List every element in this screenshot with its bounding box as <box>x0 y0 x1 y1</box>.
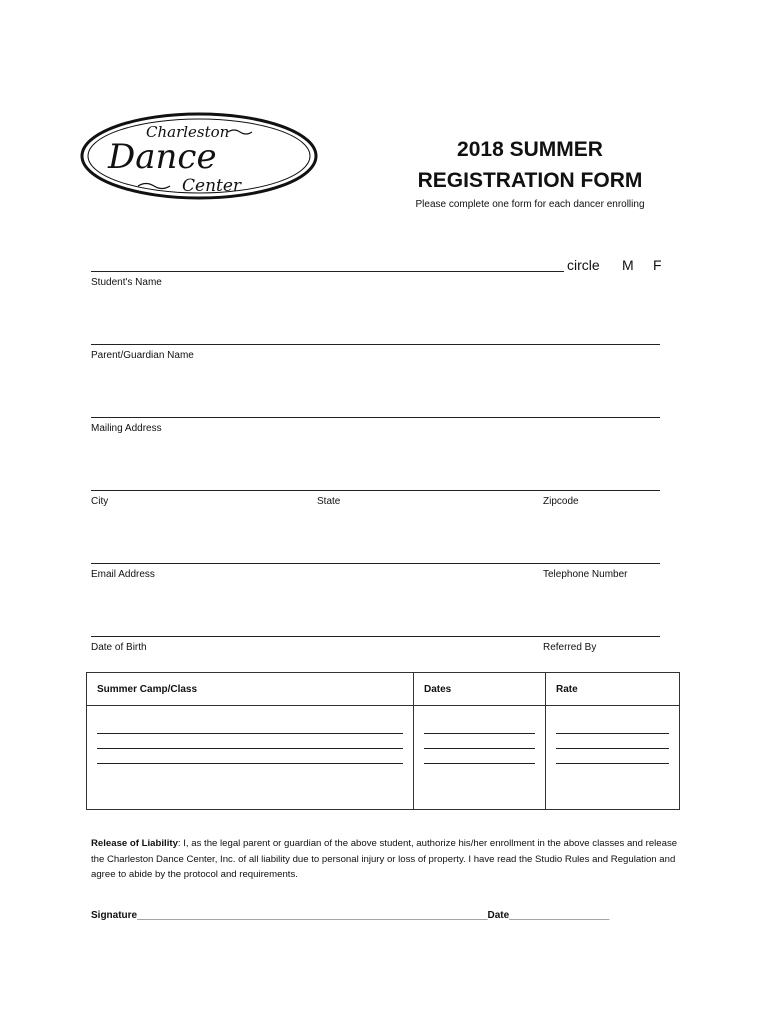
rate-cell[interactable] <box>546 706 680 810</box>
date-label: Date <box>487 910 510 921</box>
rate-blank[interactable] <box>556 748 669 749</box>
state-label: State <box>317 496 341 507</box>
form-title-line2: REGISTRATION FORM <box>417 169 643 192</box>
email-telephone-line[interactable] <box>91 563 660 564</box>
dob-label: Date of Birth <box>91 642 147 653</box>
svg-text:Dance: Dance <box>108 137 217 177</box>
dates-blank[interactable] <box>424 763 535 764</box>
signature-row <box>91 910 609 921</box>
mailing-address-line[interactable] <box>91 417 660 418</box>
camp-class-blank[interactable] <box>97 763 403 764</box>
referred-by-label: Referred By <box>543 642 597 653</box>
camp-class-blank[interactable] <box>97 748 403 749</box>
telephone-label: Telephone Number <box>543 569 628 580</box>
release-text: : I, as the legal parent or guardian of the above student, authorize his/her enrollment in the above classes and release the Charleston Dance Center, Inc. of all liability due to personal injury or loss of property. I have read the Studio Rules and Regulation and agree to abide by the protocol and requirements. <box>91 838 678 880</box>
zipcode-label: Zipcode <box>543 496 579 507</box>
form-title-line1: 2018 SUMMER <box>457 138 603 161</box>
signature-label: Signature <box>91 910 138 921</box>
parent-name-label: Parent/Guardian Name <box>91 350 194 361</box>
dob-referred-line[interactable] <box>91 636 660 637</box>
release-label: Release of Liability <box>91 838 178 849</box>
mailing-address-label: Mailing Address <box>91 423 162 434</box>
dates-blank[interactable] <box>424 748 535 749</box>
col-header-dates: Dates <box>414 673 546 706</box>
form-subtitle: Please complete one form for each dancer enrolling <box>415 199 645 210</box>
circle-label: circle <box>567 257 600 273</box>
sex-option-f[interactable]: F <box>653 257 662 273</box>
svg-text:Center: Center <box>182 176 242 196</box>
signature-line[interactable]: _______________________________________________________________ <box>137 910 488 921</box>
camp-class-blank[interactable] <box>97 733 403 734</box>
dates-blank[interactable] <box>424 733 535 734</box>
camp-class-table <box>86 672 680 810</box>
city-label: City <box>91 496 109 507</box>
parent-name-line[interactable] <box>91 344 660 345</box>
col-header-rate: Rate <box>546 673 680 706</box>
sex-option-m[interactable]: M <box>622 257 634 273</box>
student-name-line[interactable] <box>91 271 564 272</box>
release-of-liability <box>91 836 691 883</box>
dates-cell[interactable] <box>414 706 546 810</box>
rate-blank[interactable] <box>556 733 669 734</box>
camp-class-cell[interactable] <box>87 706 414 810</box>
charleston-dance-center-logo <box>78 108 324 204</box>
svg-text:Charleston: Charleston <box>146 123 230 141</box>
student-name-label: Student's Name <box>91 277 162 288</box>
email-label: Email Address <box>91 569 155 580</box>
date-line[interactable]: __________________ <box>509 910 610 921</box>
col-header-camp: Summer Camp/Class <box>87 673 414 706</box>
rate-blank[interactable] <box>556 763 669 764</box>
city-state-zip-line[interactable] <box>91 490 660 491</box>
